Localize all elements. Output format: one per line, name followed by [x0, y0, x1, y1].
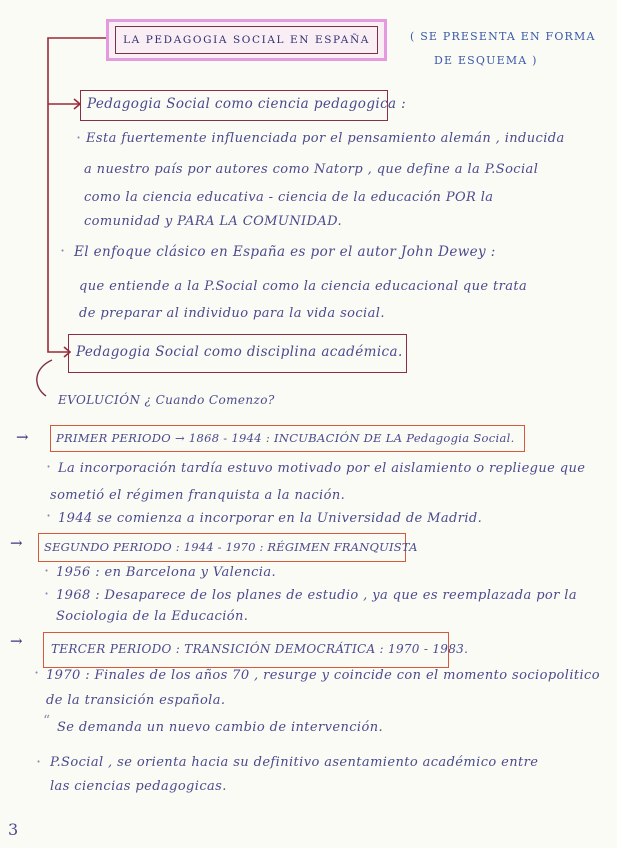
header-note-line2: DE ESQUEMA )	[434, 54, 538, 67]
section1-heading: Pedagogia Social como ciencia pedagogica :	[87, 96, 407, 112]
header-note-line1: ( SE PRESENTA EN FORMA	[410, 30, 596, 43]
page-number: 3	[8, 820, 19, 839]
quote-bullet-icon: “	[43, 713, 51, 729]
p2-item1: 1956 : en Barcelona y Valencia.	[56, 565, 277, 580]
arrow-right-icon: →	[10, 534, 23, 552]
p3-item2: Se demanda un nuevo cambio de intervención.	[57, 720, 384, 735]
s1-b1-line3: como la ciencia educativa - ciencia de la educación POR la	[84, 190, 494, 205]
bullet-dot-icon: ·	[44, 561, 50, 580]
p1-item1-line1: La incorporación tardía estuvo motivado por el aislamiento o repliegue que	[58, 461, 586, 476]
section2-heading: Pedagogia Social como disciplina académica.	[76, 344, 403, 360]
period2-label: SEGUNDO PERIODO : 1944 - 1970 : RÉGIMEN FRANQUISTA	[44, 540, 418, 554]
p3-item1-line2: de la transición española.	[46, 693, 226, 708]
bullet-dot-icon: ·	[46, 457, 52, 476]
title-frame	[115, 26, 378, 54]
s1-b1-line4: comunidad y PARA LA COMUNIDAD.	[84, 214, 343, 229]
s1-b1-line1: Esta fuertemente influenciada por el pensamiento alemán , inducida	[86, 131, 565, 146]
p1-item1-line2: sometió el régimen franquista a la nación.	[50, 488, 346, 503]
bullet-dot-icon: ·	[36, 752, 42, 771]
page-title: LA PEDAGOGIA SOCIAL EN ESPAÑA	[123, 34, 370, 46]
s1-b2-line3: de preparar al individuo para la vida social.	[79, 306, 385, 321]
s1-b2-line1: El enfoque clásico en España es por el autor John Dewey :	[74, 244, 496, 260]
arrow-right-icon: →	[10, 632, 23, 650]
bullet-dot-icon: ·	[76, 128, 82, 147]
bullet-dot-icon: ·	[60, 241, 66, 260]
p2-item2-line1: 1968 : Desaparece de los planes de estudio , ya que es reemplazada por la	[56, 588, 578, 603]
s1-b2-line2: que entiende a la P.Social como la ciencia educacional que trata	[79, 279, 528, 294]
closing-line2: las ciencias pedagogicas.	[50, 779, 227, 794]
title-highlight-box	[106, 19, 387, 61]
bullet-dot-icon: ·	[44, 584, 50, 603]
evolution-question: EVOLUCIÓN ¿ Cuando Comenzo?	[58, 393, 275, 407]
period3-label: TERCER PERIODO : TRANSICIÓN DEMOCRÁTICA : 1970 - 1983.	[51, 642, 469, 656]
bullet-dot-icon: ·	[34, 663, 40, 682]
s1-b1-line2: a nuestro país por autores como Natorp , que define a la P.Social	[84, 162, 539, 177]
p3-item1-line1: 1970 : Finales de los años 70 , resurge y coincide con el momento sociopolitico	[46, 668, 600, 683]
period1-label: PRIMER PERIODO → 1868 - 1944 : INCUBACIÓN DE LA Pedagogia Social.	[56, 431, 515, 445]
p2-item2-line2: Sociologia de la Educación.	[56, 609, 249, 624]
bullet-dot-icon: ·	[46, 506, 52, 525]
arrow-right-icon: →	[16, 428, 29, 446]
closing-line1: P.Social , se orienta hacia su definitivo asentamiento académico entre	[50, 755, 539, 770]
p1-item2: 1944 se comienza a incorporar en la Universidad de Madrid.	[58, 511, 483, 526]
